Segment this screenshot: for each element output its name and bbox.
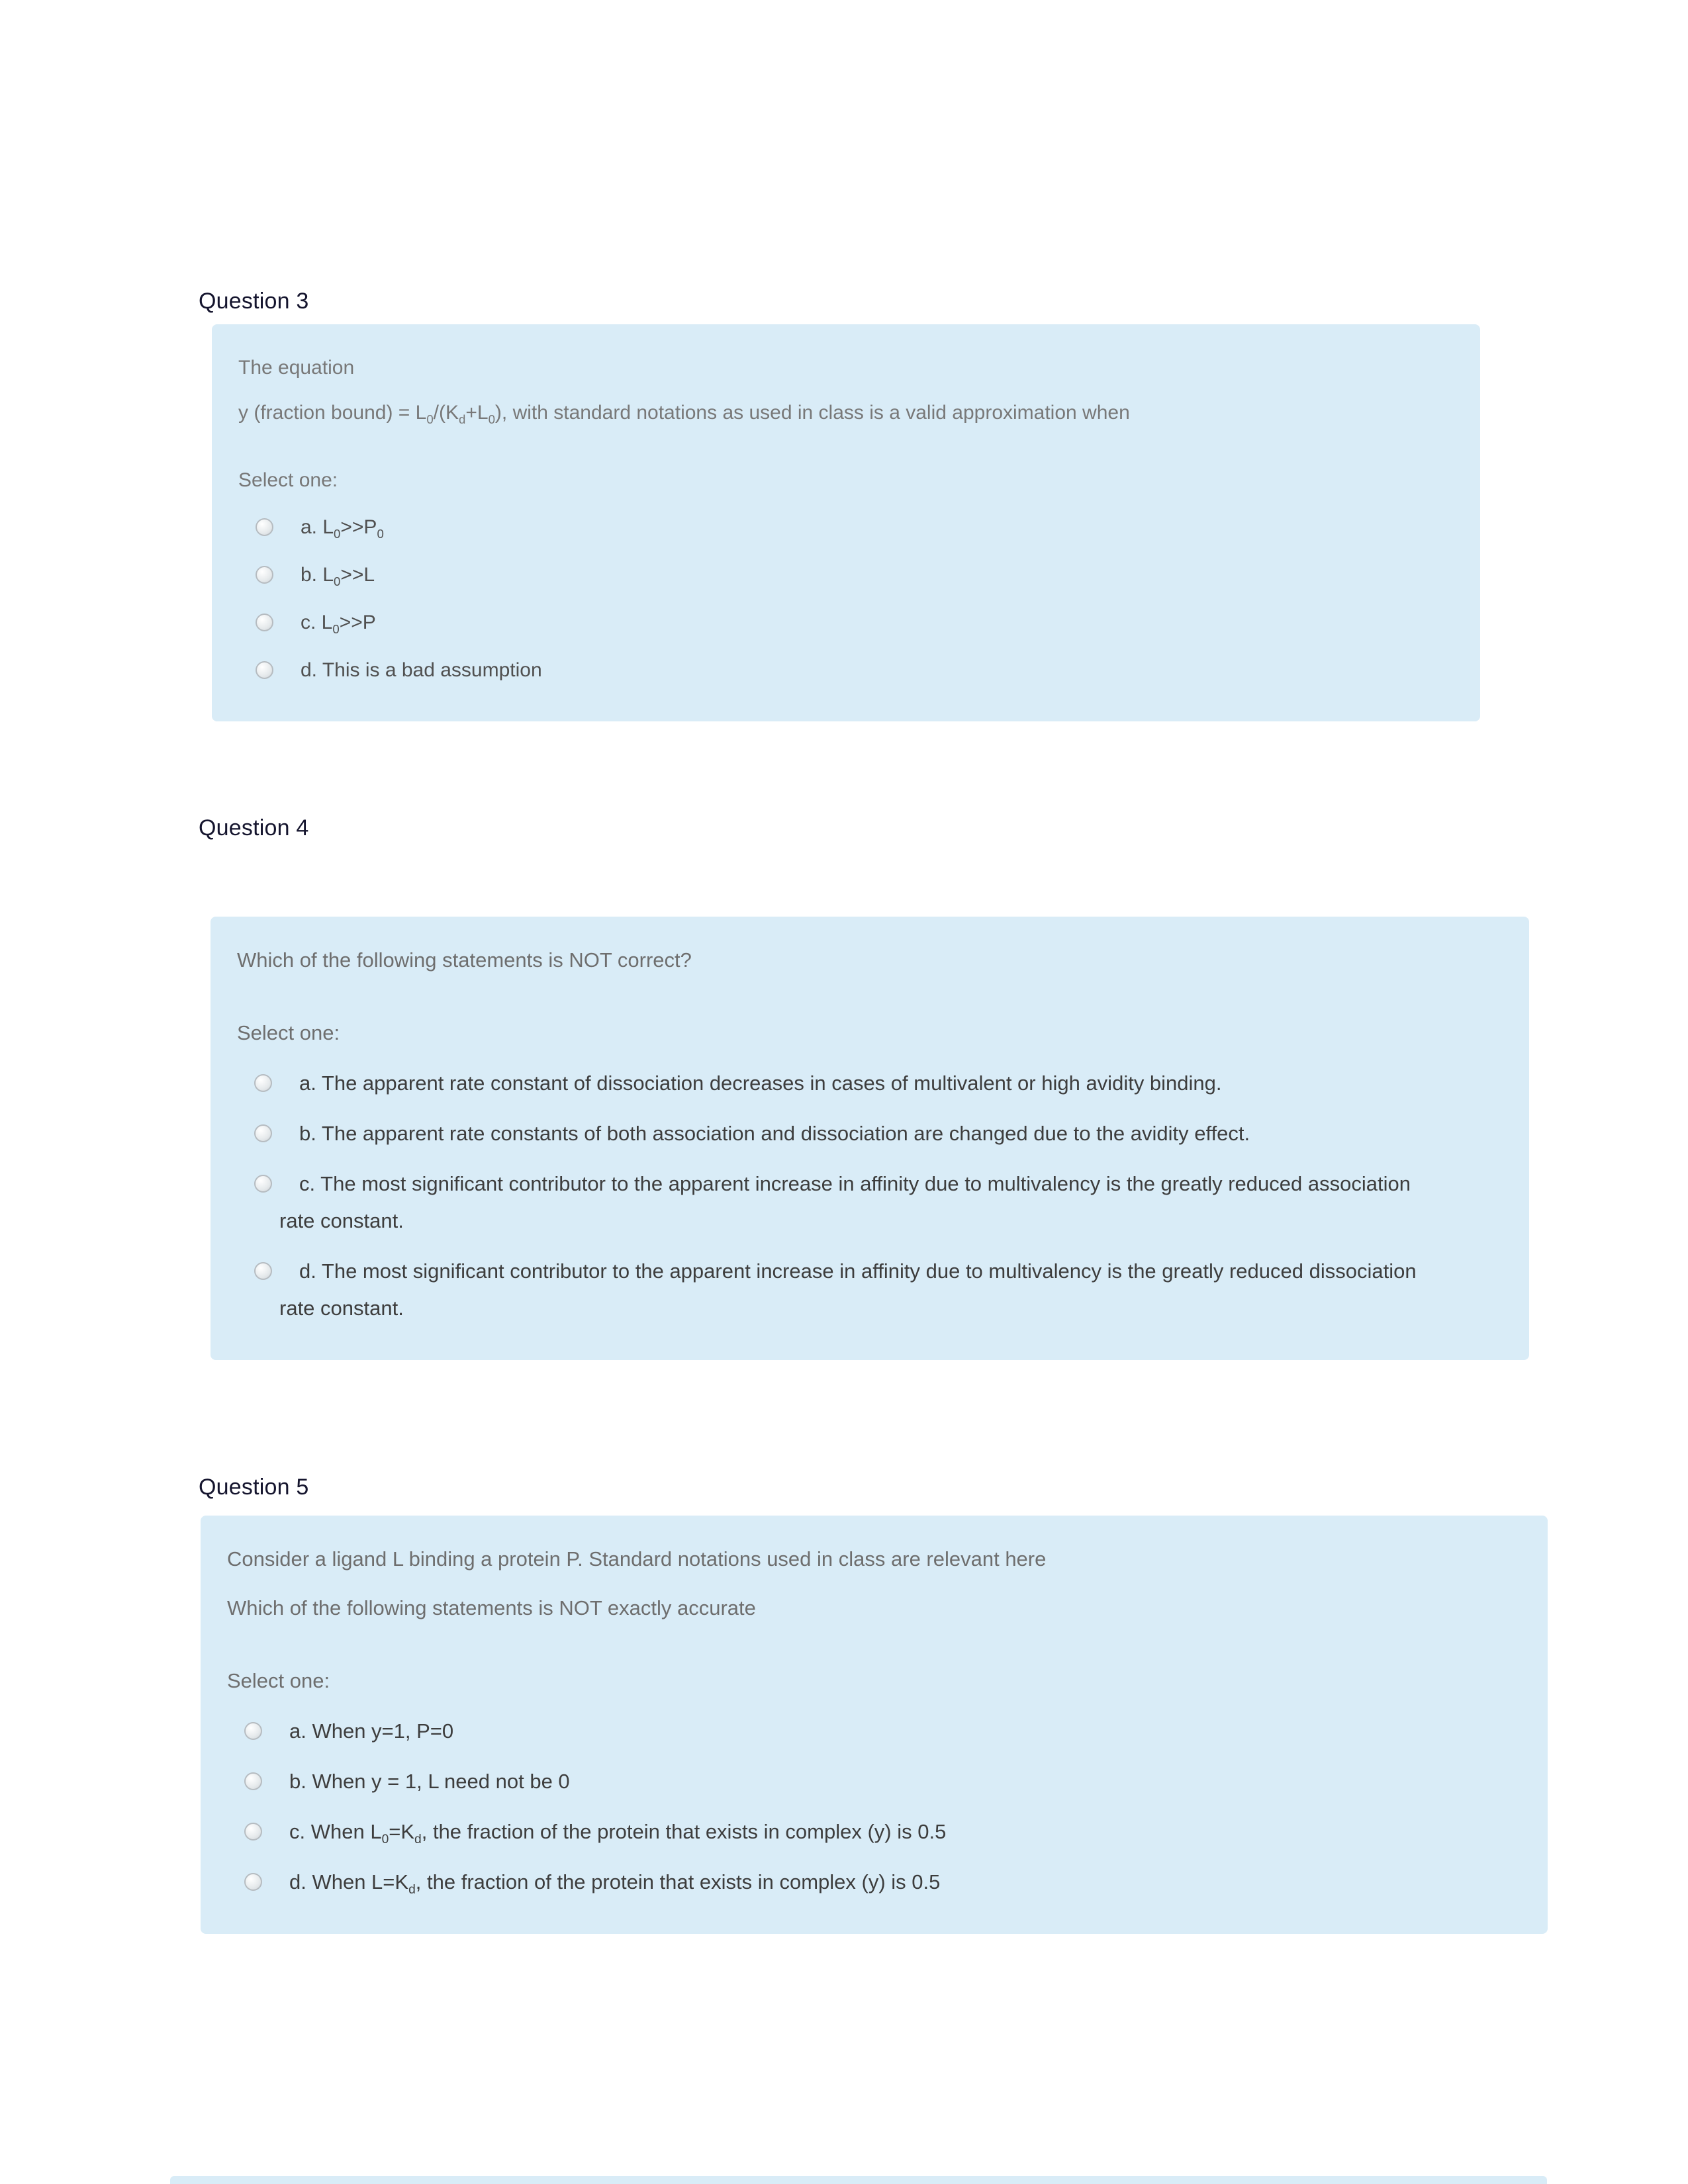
option-label[interactable]: b. The apparent rate constants of both association and dissociation are changed due to the avidity effect. bbox=[299, 1122, 1250, 1145]
answer-option[interactable] bbox=[227, 1763, 1425, 1800]
radio-button[interactable] bbox=[256, 614, 273, 631]
answer-option[interactable] bbox=[227, 1864, 1425, 1901]
answer-option[interactable] bbox=[237, 1115, 1434, 1152]
question-4-panel bbox=[211, 917, 1529, 1360]
question-5-heading: Question 5 bbox=[199, 1475, 309, 1500]
option-label[interactable]: d. The most significant contributor to the apparent increase in affinity due to multivalency is the greatly reduced dissociation rate constant. bbox=[279, 1259, 1417, 1320]
question-3-heading: Question 3 bbox=[199, 289, 309, 314]
answer-option[interactable] bbox=[237, 1065, 1434, 1102]
question-text-line: Which of the following statements is NOT correct? bbox=[237, 948, 692, 972]
answer-option[interactable] bbox=[238, 654, 1436, 687]
radio-button[interactable] bbox=[254, 1074, 272, 1092]
question-text-line: The equation bbox=[238, 357, 355, 379]
radio-button[interactable] bbox=[244, 1772, 262, 1790]
answer-option[interactable] bbox=[238, 606, 1436, 639]
radio-button[interactable] bbox=[256, 566, 273, 584]
option-label[interactable]: a. When y=1, P=0 bbox=[289, 1719, 454, 1743]
answer-option[interactable] bbox=[237, 1165, 1434, 1240]
radio-button[interactable] bbox=[244, 1722, 262, 1740]
option-label[interactable]: d. This is a bad assumption bbox=[301, 659, 542, 681]
radio-button[interactable] bbox=[256, 518, 273, 536]
question-5-panel bbox=[201, 1516, 1548, 1934]
radio-button[interactable] bbox=[244, 1873, 262, 1891]
question-4-heading: Question 4 bbox=[199, 815, 309, 841]
answer-option[interactable] bbox=[227, 1713, 1425, 1750]
question-text-line: y (fraction bound) = $L_0/(K_d+L_0)$, with standard notations as used in class is a valid approximation when bbox=[238, 402, 1130, 426]
option-label[interactable]: b. When y = 1, L need not be 0 bbox=[289, 1770, 570, 1793]
option-label[interactable]: b. $L_0>>L$ bbox=[301, 564, 375, 588]
option-label[interactable]: a. $L_0>>P_0$ bbox=[301, 516, 384, 541]
next-question-panel-edge bbox=[170, 2176, 1547, 2184]
radio-button[interactable] bbox=[254, 1175, 272, 1193]
select-one-label: Select one: bbox=[237, 1021, 340, 1044]
option-label[interactable]: a. The apparent rate constant of dissociation decreases in cases of multivalent or high avidity binding. bbox=[299, 1071, 1222, 1095]
question-3-panel bbox=[212, 324, 1480, 721]
question-text-line: Which of the following statements is NOT exactly accurate bbox=[227, 1596, 756, 1619]
answer-option[interactable] bbox=[227, 1813, 1425, 1850]
radio-button[interactable] bbox=[244, 1823, 262, 1841]
question-text-line: Consider a ligand L binding a protein P. Standard notations used in class are relevant here bbox=[227, 1547, 1047, 1570]
select-one-label: Select one: bbox=[238, 469, 338, 491]
radio-button[interactable] bbox=[256, 661, 273, 679]
select-one-label: Select one: bbox=[227, 1669, 330, 1692]
radio-button[interactable] bbox=[254, 1262, 272, 1280]
option-label[interactable]: c. The most significant contributor to the apparent increase in affinity due to multivalency is the greatly reduced association rate constant. bbox=[279, 1172, 1411, 1232]
answer-option[interactable] bbox=[238, 511, 1436, 544]
option-label[interactable]: c. When $L_0=K_d$, the fraction of the protein that exists in complex (y) is 0.5 bbox=[289, 1820, 947, 1847]
radio-button[interactable] bbox=[254, 1124, 272, 1142]
answer-option[interactable] bbox=[238, 559, 1436, 592]
option-label[interactable]: c. $L_0>>P$ bbox=[301, 612, 376, 636]
option-label[interactable]: d. When $L=K_d$, the fraction of the protein that exists in complex (y) is 0.5 bbox=[289, 1870, 941, 1897]
answer-option[interactable] bbox=[237, 1253, 1434, 1327]
